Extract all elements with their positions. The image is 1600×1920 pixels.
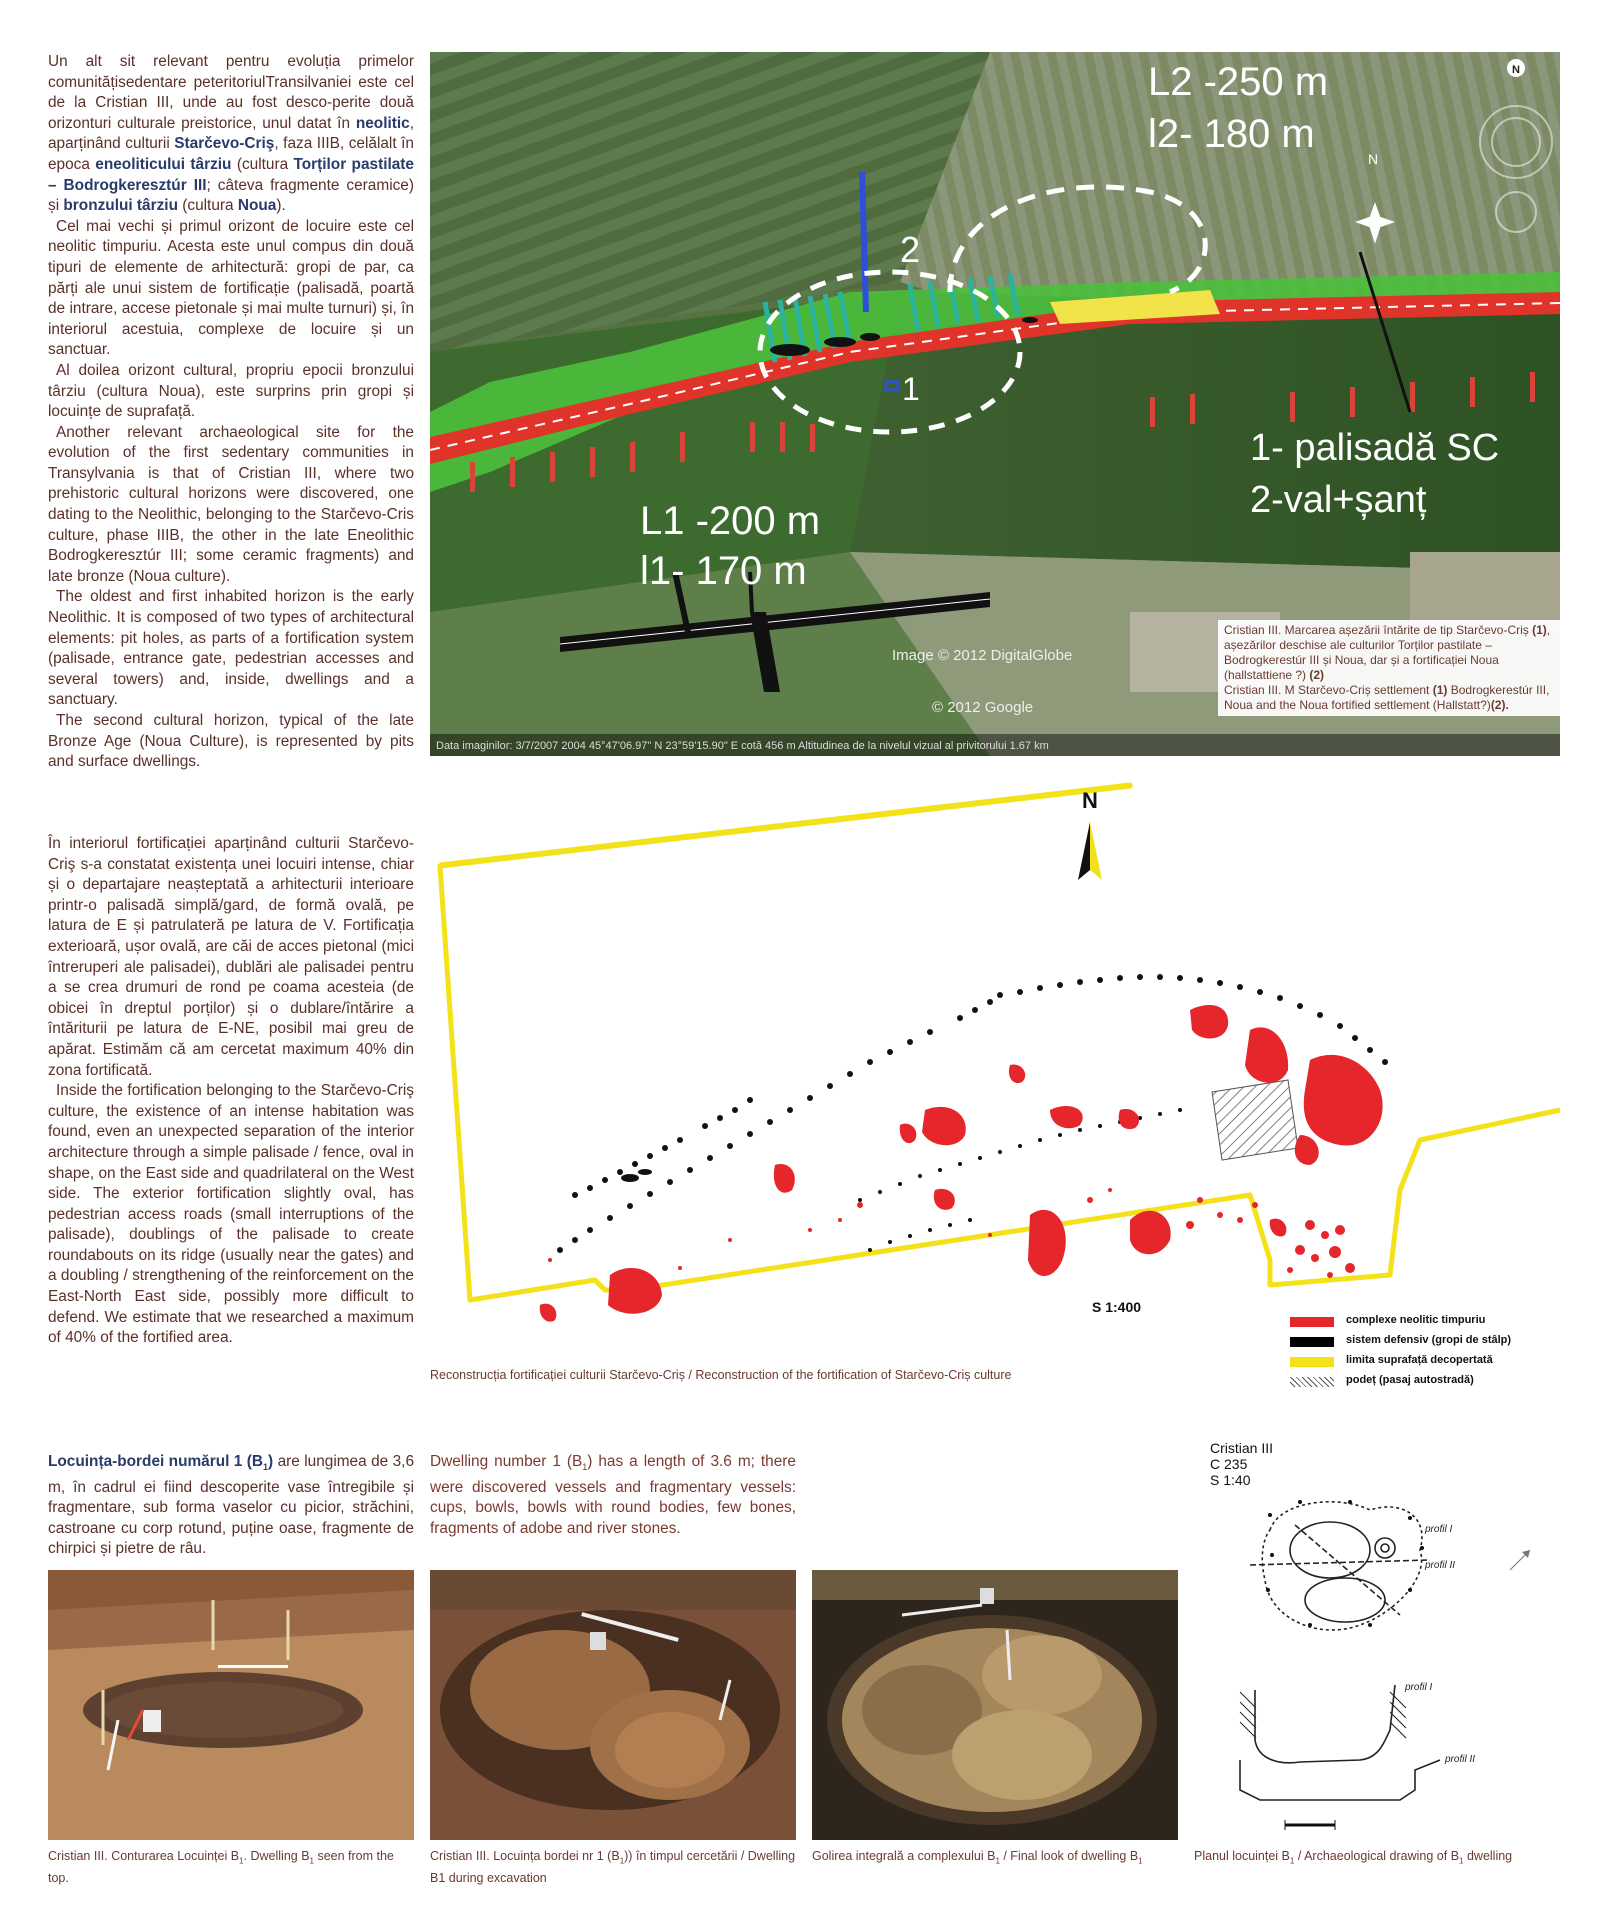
compass-n-label: N [1512,64,1520,76]
drawing-profile-2: profil II [1425,1560,1456,1571]
plan-caption: Reconstrucția fortificației culturii Starčevo-Criș / Reconstruction of the fortification of Starčevo-Criș culture [430,1368,1012,1382]
podet-area [1212,1080,1298,1160]
legend-swatch-hatch [1290,1377,1334,1387]
photo-dwelling-final [812,1570,1178,1840]
legend-label-sistem: sistem defensiv (gropi de stâlp) [1346,1334,1512,1346]
drawing-north-arrow-icon [1510,1550,1530,1570]
intro-en-p1: Another relevant archaeological site for the evolution of the first sedentary communities in Transylvania is that of Cristian III, where two prehistoric cultural horizons were discovered, one dating to the Neolithic, belonging to the Starčevo-Cris culture, phase IIIB, the other in the late Eneolithic Bodrogkeresztúr III; some ceramic fragments) and late bronze (Noua culture). [48,423,414,585]
satellite-north-label: N [1368,151,1379,167]
legend-label-complexe: complexe neolitic timpuriu [1346,1314,1486,1326]
excavation-boundary [440,785,1560,1300]
fortification-plan [430,780,1570,1340]
drawing-profile-3: profil I [1405,1682,1433,1693]
fortification-en: Inside the fortification belonging to the Starčevo-Criş culture, the existence of an intense habitation was found, even an unexpected separation of the interior architecture through a simple palisade / fence, oval in shape, on the East side and quadrilateral on the West side. The exterior fortification slightly oval, has pedestrian access roads (small interruptions of the palisade), doublings of the palisade to create roundabouts on its ridge (usually near the gates) and a doubling / strengthening of the reinforcement on the East-North East side, possibly more difficult to defend. We estimate that we researched a maximum of 40% of the fortified area. [48,1082,414,1347]
photo-dwelling-excavation [430,1570,796,1840]
plan-svg [430,780,1570,1340]
satellite-bottom-bar: Data imaginilor: 3/7/2007 2004 45°47'06.97" N 23°59'15.90" E cotă 456 m Altitudinea de la nivelul vizual al privitorului 1.67 km [436,740,1049,752]
caption-photo-3: Golirea integrală a complexului $B_1$ / Final look of dwelling $B_1$ [812,1849,1143,1866]
label-val-sant: 2-val+șanț [1250,479,1427,521]
caption-photo-1: Cristian III. Conturarea Locuinței $B_1$. Dwelling $B_1$ seen from the top. [48,1849,394,1885]
image-credit: Image © 2012 DigitalGlobe [892,647,1073,664]
label-num-2: 2 [900,229,921,270]
fortification-ro: În interiorul fortificației aparținând culturii Starčevo-Criş s-a constatat existența unei locuiri intense, chiar și o departajare neașteptată a arhitecturii interioare printr-o palisadă simplă/gard, de formă ovală, pe latura de E și patrulateră pe latura de V. Fortificația exterioară, ușor ovală, are căi de acces pietonal (mici întreruperi ale palisadei), dublări ale palisadei pentru a se crea drumuri de rond pe coama acesteia (de obicei în dreptul porților) și o dublare/întărire a întăriturii pe latura de E-NE, posibil mai greu de apărat. Estimăm că am cercetat maximum 40% din zona fortificată. [48,835,414,1079]
drawing-title: Cristian III C 235 S 1:40 [1210,1440,1274,1488]
legend-label-podet: podeț (pasaj autostradă) [1346,1374,1474,1386]
satellite-caption: Cristian III. Marcarea așezării întărite de tip Starčevo-Criș (1), așezărilor deschise ale culturilor Torților pastilate – Bodrogkerestúr III și Noua, dar și a fortificației Noua (hallstattiene ?) (2) Cristian III. M Starčevo-Criș settlement (1) Bodrogkerestúr III, Noua and the Noua fortified settlement (Hallstatt?)(2). [1218,620,1564,716]
intro-en-p3: The second cultural horizon, typical of the late Bronze Age (Noua Culture), is represented by pits and surface dwellings. [48,712,414,771]
label-i1: l1- 170 m [640,549,807,593]
label-palisada: 1- palisadă SC [1250,427,1500,469]
caption-drawing: Planul locuinței $B_1$ / Archaeological drawing of $B_1$ dwelling [1194,1849,1513,1866]
north-arrow-icon [1078,822,1102,880]
plan-north-label: N [1082,788,1098,813]
photo-dwelling-top [48,1570,414,1840]
drawing-profile-1: profil I [1425,1524,1453,1535]
dwelling-ro-text: Locuința-bordei numărul 1 $(B_1)$ are lungimea de 3,6 m, în cadrul ei fiind descoperite vase întregibile și fragmentare, sub forma vaselor cu picior, străchini, castroane cu corp rotund, puține oase, fragmente de chirpici și pietre de râu. [48,1453,415,1558]
dwelling-en-text: Dwelling number 1 $(B_1)$ has a length of 3.6 m; there were discovered vessels and fragmentary vessels: cups, bowls, bowls with round bodies, few bones, fragments of adobe and river stones. [430,1453,796,1537]
archaeological-drawing [1200,1440,1570,1850]
google-credit: © 2012 Google [932,699,1034,716]
intro-ro-p1: Un alt sit relevant pentru evoluția primelor comunitățisedentare peteritoriulTransilvaniei este cel de la Cristian III, unde au fost desco-perite două orizonturi culturale preistorice, unul datat în neolitic, aparținând culturii Starčevo-Criş, faza IIIB, celălalt în epoca eneoliticului târziu (cultura Torților pastilate – Bodrogkeresztúr III; câteva fragmente ceramice) și bronzului târziu (cultura Noua). [48,53,414,215]
label-i2: l2- 180 m [1148,112,1315,156]
drawing-profile-4: profil II [1445,1754,1476,1765]
legend-label-limita: limita suprafață decopertată [1346,1354,1493,1366]
intro-en-p2: The oldest and first inhabited horizon is the early Neolithic. It is composed of two types of architectural elements: pit holes, as parts of a fortification system (palisade, entrance gate, pedestrian accesses and several towers) and, inside, dwellings and a sanctuary. [48,588,414,709]
plan-scale-label: S 1:400 [1092,1299,1142,1315]
legend-swatch-black [1290,1337,1334,1347]
caption-photo-2: Cristian III. Locuința bordei nr 1 $(B_1)$) în timpul cercetării / Dwelling B1 during excavation [430,1849,796,1885]
intro-text [48,52,414,773]
drawing-svg [1200,1440,1570,1850]
intro-ro-p2: Cel mai vechi și primul orizont de locuire este cel neolitic timpuriu. Acesta este unul compus din două tipuri de elemente de arhitectură: gropi de par, ca părți ale unui sistem de fortificație (palisadă, poartă de intrare, accese pietonale și mai multe turnuri) și, în interiorul acestuia, complexe de locuire și un sanctuar. [48,217,414,359]
legend-swatch-red [1290,1317,1334,1327]
legend-swatch-yellow [1290,1357,1334,1367]
label-l2: L2 -250 m [1148,60,1329,104]
label-l1: L1 -200 m [640,499,821,543]
fortification-text [48,834,414,1349]
label-num-1: 1 [902,371,920,407]
intro-ro-p3: Al doilea orizont cultural, propriu epocii bronzului târziu (cultura Noua), este surprins prin gropi și locuințe de suprafață. [48,361,414,421]
